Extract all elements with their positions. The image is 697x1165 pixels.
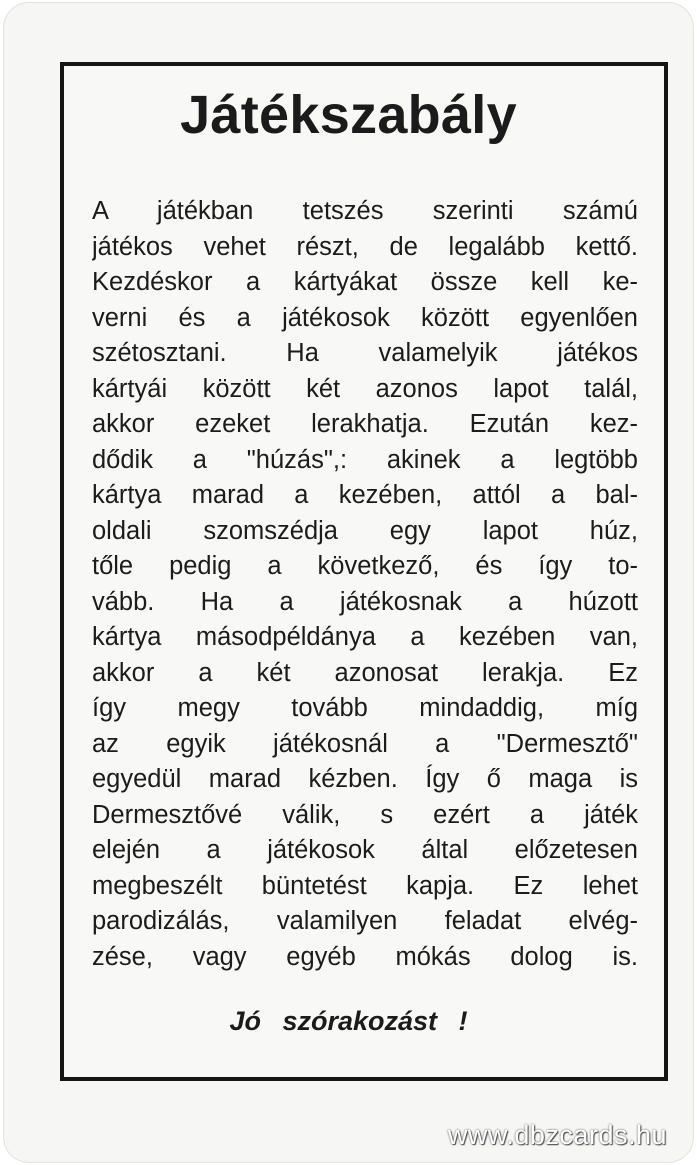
rules-line: zése, vagy egyéb mókás dolog is. — [92, 942, 638, 971]
rules-line: dődik a "húzás",: akinek a legtöbb — [92, 445, 638, 474]
rules-text — [92, 194, 638, 975]
rules-line: vább. Ha a játékosnak a húzott — [92, 587, 638, 616]
rules-line: tőle pedig a következő, és így to- — [92, 552, 638, 580]
rules-line: akkor ezeket lerakhatja. Ezután kez- — [92, 410, 638, 438]
rules-line: parodizálás, valamilyen feladat elvég- — [92, 907, 638, 935]
rules-line: elején a játékosok által előzetesen — [92, 836, 638, 864]
closing-phrase: Jó szórakozást ! — [229, 1006, 468, 1036]
rules-line: játékos vehet részt, de legalább kettő. — [92, 232, 638, 261]
watermark: www.dbzcards.hu — [447, 1120, 667, 1150]
rules-line: megbeszélt büntetést kapja. Ez lehet — [92, 871, 638, 900]
rules-line: az egyik játékosnál a "Dermesztő" — [92, 729, 638, 758]
rules-line: Kezdéskor a kártyákat össze kell ke- — [92, 268, 638, 296]
rules-line: egyedül marad kézben. Így ő maga is — [92, 765, 638, 793]
rules-line: Dermesztővé válik, s ezért a játék — [92, 800, 638, 829]
rules-line: szétosztani. Ha valamelyik játékos — [92, 339, 638, 367]
rules-line: akkor a két azonosat lerakja. Ez — [92, 658, 638, 687]
rules-line: kártya marad a kezében, attól a bal- — [92, 481, 638, 509]
rules-line: A játékban tetszés szerinti számú — [92, 197, 638, 225]
rules-line: verni és a játékosok között egyenlően — [92, 303, 638, 332]
page-title: Játékszabály — [180, 85, 517, 145]
rules-line: kártyái között két azonos lapot talál, — [92, 374, 638, 403]
rules-line: oldali szomszédja egy lapot húz, — [92, 516, 638, 545]
rules-line: így megy tovább mindaddig, míg — [92, 694, 638, 722]
rules-line: kártya másodpéldánya a kezében van, — [92, 623, 638, 651]
